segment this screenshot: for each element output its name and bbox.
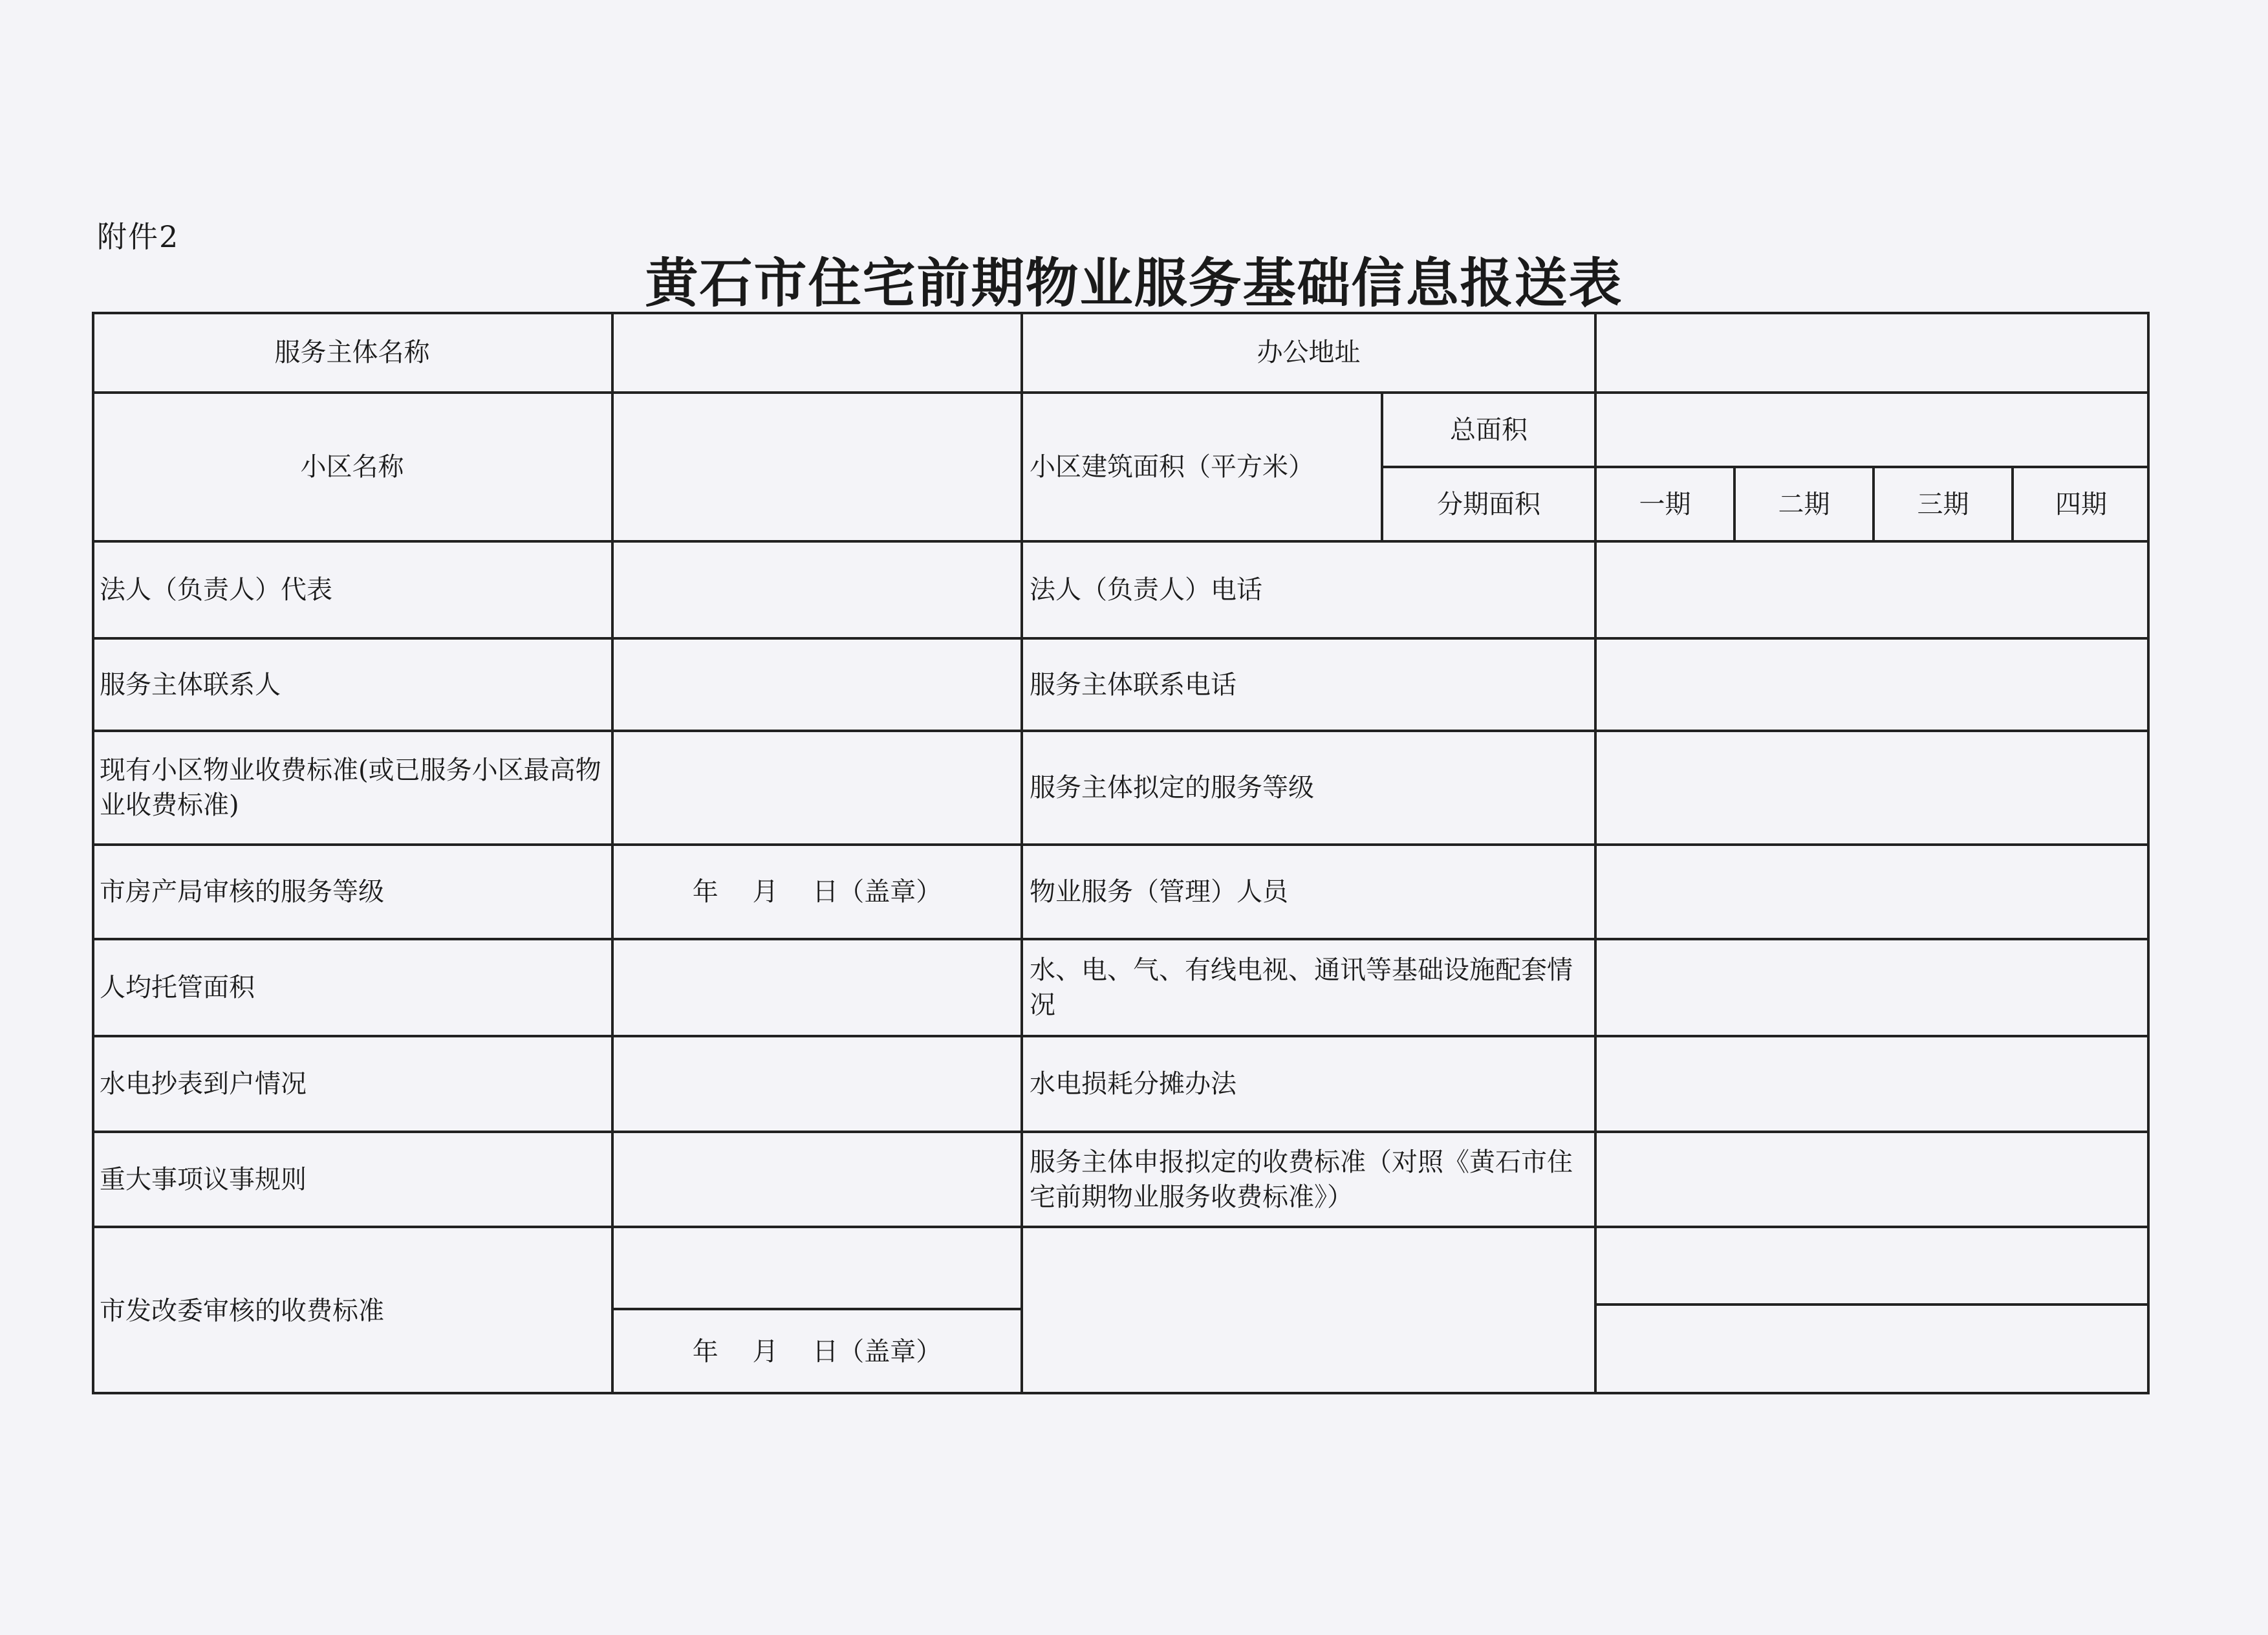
field-major-matters-rules[interactable] <box>612 1132 1022 1227</box>
label-building-area: 小区建筑面积（平方米） <box>1030 452 1314 482</box>
field-current-fee-standard[interactable] <box>612 731 1022 845</box>
label-current-fee-standard: 现有小区物业收费标准(或已服务小区最高物业收费标准) <box>100 755 601 820</box>
phase-3-cell[interactable]: 三期 <box>1917 489 1969 519</box>
field-ndrc-fee-standard[interactable] <box>612 1227 1022 1309</box>
label-legal-representative: 法人（负责人）代表 <box>100 575 332 605</box>
label-phase-area: 分期面积 <box>1437 489 1540 519</box>
field-total-area[interactable] <box>1595 393 2150 467</box>
page-title: 黄石市住宅前期物业服务基础信息报送表 <box>645 252 1623 314</box>
field-contact-person[interactable] <box>612 638 1022 731</box>
field-infrastructure[interactable] <box>1595 939 2150 1036</box>
label-planned-service-level: 服务主体拟定的服务等级 <box>1030 773 1314 803</box>
label-legal-phone: 法人（负责人）电话 <box>1030 575 1262 605</box>
field-legal-representative[interactable] <box>612 541 1022 638</box>
label-management-staff: 物业服务（管理）人员 <box>1030 877 1288 907</box>
label-community-name: 小区名称 <box>300 452 404 482</box>
field-ndrc-value-1[interactable] <box>1595 1227 2150 1305</box>
label-contact-person: 服务主体联系人 <box>100 669 281 700</box>
date-seal-text-2[interactable]: 年 月 日（盖章） <box>692 1337 942 1367</box>
field-ndrc-extra[interactable] <box>1022 1227 1595 1394</box>
date-seal-text[interactable]: 年 月 日（盖章） <box>692 877 942 907</box>
field-contact-phone[interactable] <box>1595 638 2150 731</box>
field-community-name[interactable] <box>612 393 1022 541</box>
info-form-table <box>92 312 2150 1394</box>
field-declared-fee-standard[interactable] <box>1595 1132 2150 1227</box>
field-service-subject-name[interactable] <box>612 312 1022 393</box>
field-area-per-person[interactable] <box>612 939 1022 1036</box>
field-meter-reading[interactable] <box>612 1036 1022 1132</box>
field-ndrc-value-2[interactable] <box>1595 1305 2150 1394</box>
label-loss-sharing: 水电损耗分摊办法 <box>1030 1069 1237 1099</box>
phase-4-cell[interactable]: 四期 <box>2055 489 2107 519</box>
field-office-address[interactable] <box>1595 312 2150 393</box>
label-declared-fee-standard: 服务主体申报拟定的收费标准（对照《黄石市住宅前期物业服务收费标准》） <box>1030 1147 1573 1212</box>
phase-2-cell[interactable]: 二期 <box>1778 489 1830 519</box>
label-area-per-person: 人均托管面积 <box>100 973 255 1002</box>
field-management-staff[interactable] <box>1595 845 2150 939</box>
label-meter-reading: 水电抄表到户情况 <box>100 1069 307 1099</box>
label-housing-bureau-level: 市房产局审核的服务等级 <box>100 877 384 907</box>
label-ndrc-fee-standard: 市发改委审核的收费标准 <box>100 1295 384 1326</box>
field-legal-phone[interactable] <box>1595 541 2150 638</box>
label-service-subject-name: 服务主体名称 <box>274 337 430 367</box>
label-total-area: 总面积 <box>1450 415 1528 445</box>
field-planned-service-level[interactable] <box>1595 731 2150 845</box>
field-loss-sharing[interactable] <box>1595 1036 2150 1132</box>
attachment-label: 附件2 <box>97 219 180 254</box>
label-contact-phone: 服务主体联系电话 <box>1030 669 1237 700</box>
label-office-address: 办公地址 <box>1257 337 1361 367</box>
phase-1-cell[interactable]: 一期 <box>1639 489 1691 519</box>
label-infrastructure: 水、电、气、有线电视、通讯等基础设施配套情况 <box>1030 955 1573 1020</box>
label-major-matters-rules: 重大事项议事规则 <box>100 1164 307 1195</box>
